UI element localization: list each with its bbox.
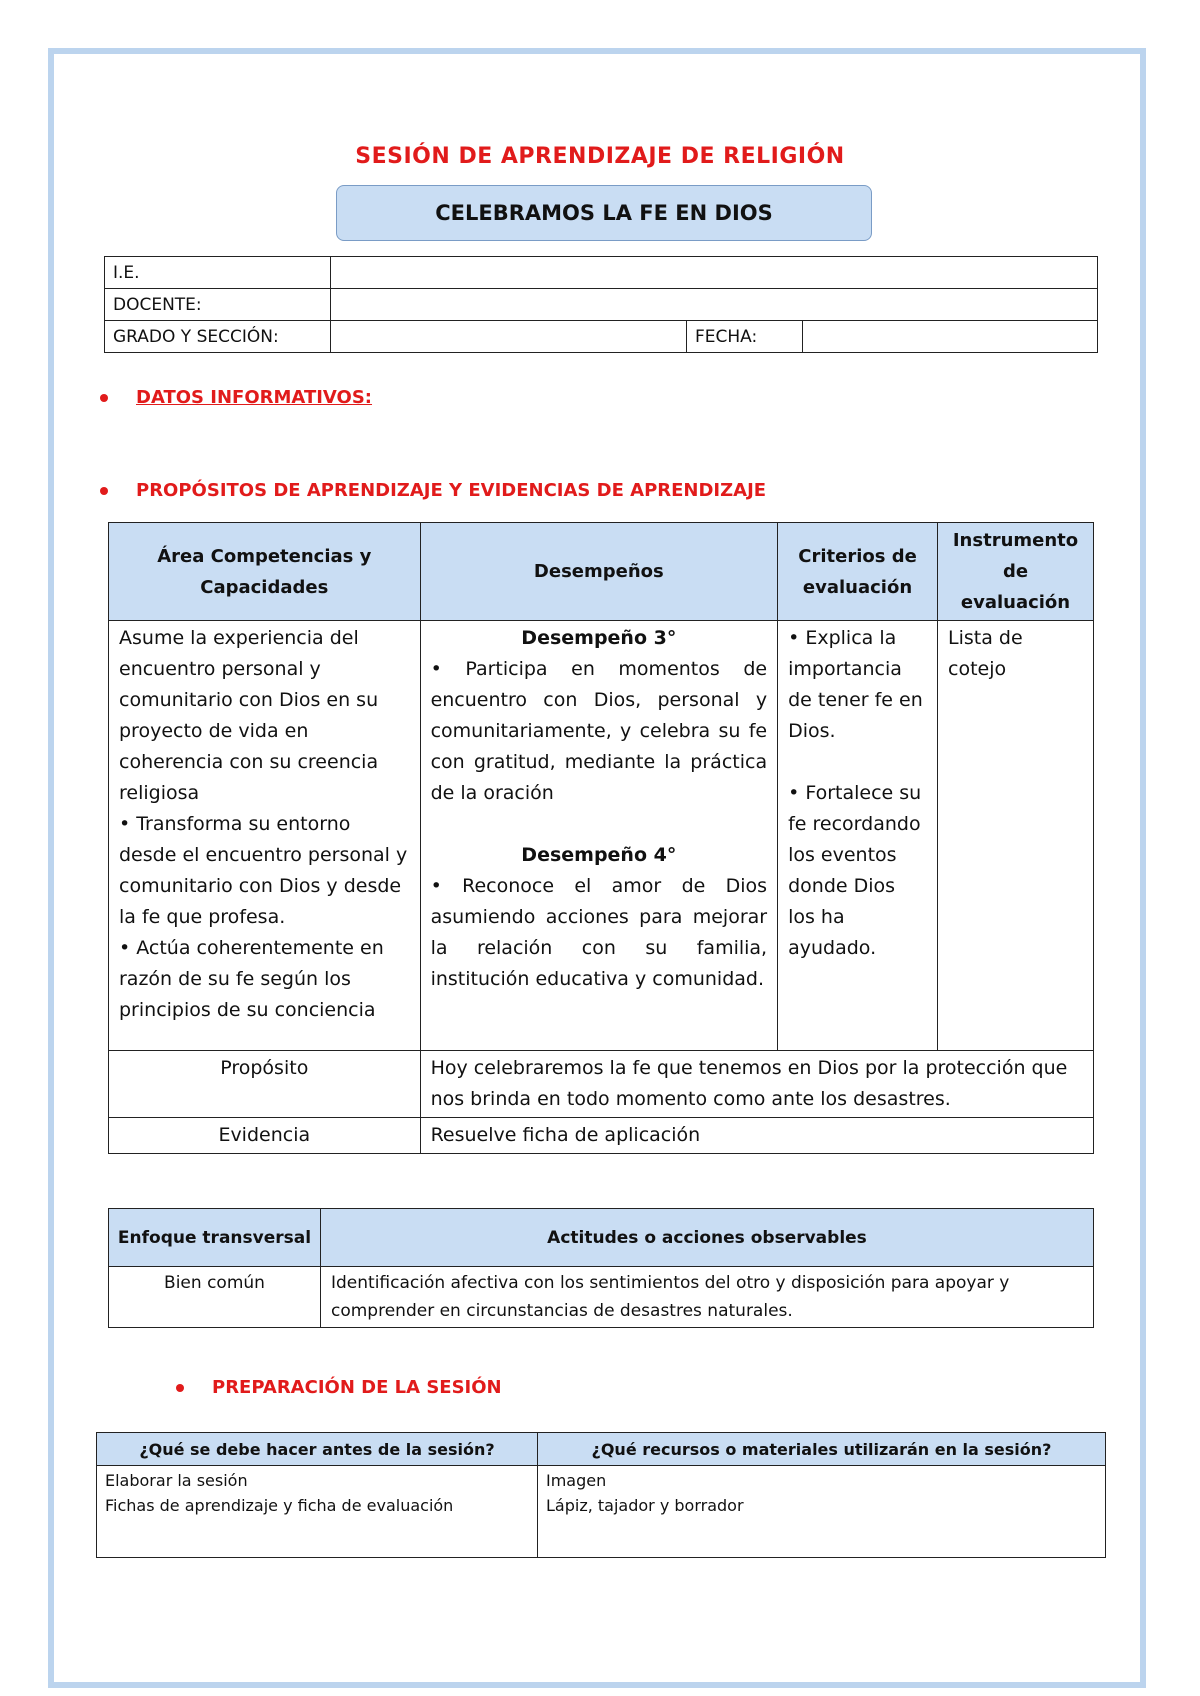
- criterios-cell: [778, 621, 938, 1051]
- section-propositos-label: PROPÓSITOS DE APRENDIZAJE Y EVIDENCIAS DE APRENDIZAJE: [136, 480, 767, 501]
- col-header-actitudes: Actitudes o acciones observables: [321, 1209, 1094, 1267]
- docente-field[interactable]: [331, 289, 1098, 321]
- desempeno-3-title: Desempeño 3°: [521, 627, 677, 649]
- ie-label: I.E.: [105, 257, 331, 289]
- bullet-icon: [100, 487, 108, 495]
- list-item: Elaborar la sesión: [105, 1471, 248, 1490]
- list-item: Lápiz, tajador y borrador: [546, 1496, 744, 1515]
- proposito-text: Hoy celebraremos la fe que tenemos en Dios por la protección que nos brinda en todo momento como ante los desastres.: [420, 1051, 1093, 1118]
- capacidad-item: • Actúa coherentemente en razón de su fe según los principios de su conciencia: [119, 937, 384, 1021]
- col-header-enfoque: Enfoque transversal: [109, 1209, 321, 1267]
- instrumento-cell: Lista de cotejo: [938, 621, 1094, 1051]
- document-title: SESIÓN DE APRENDIZAJE DE RELIGIÓN: [355, 144, 845, 169]
- recursos-cell: [538, 1466, 1106, 1558]
- session-subtitle: CELEBRAMOS LA FE EN DIOS: [336, 185, 872, 241]
- docente-label: DOCENTE:: [105, 289, 331, 321]
- section-preparacion: [176, 1377, 502, 1398]
- desempeno-4-title: Desempeño 4°: [521, 844, 677, 866]
- fecha-field[interactable]: [803, 321, 1098, 353]
- col-header-instrumento: Instrumento de evaluación: [938, 523, 1094, 621]
- col-header-recursos: ¿Qué recursos o materiales utilizarán en la sesión?: [538, 1433, 1106, 1466]
- evidencia-label: Evidencia: [109, 1118, 421, 1154]
- section-propositos: [100, 480, 766, 501]
- criterio-item: • Explica la importancia de tener fe en Dios.: [788, 627, 923, 742]
- bullet-icon: [100, 394, 108, 402]
- desempenos-cell: [420, 621, 778, 1051]
- antes-cell: [97, 1466, 538, 1558]
- table-header-row: [109, 1209, 1094, 1267]
- table-header-row: [109, 523, 1094, 621]
- list-item: Fichas de aprendizaje y ficha de evaluación: [105, 1496, 454, 1515]
- info-table: [104, 256, 1098, 353]
- table-row: [97, 1466, 1106, 1558]
- table-row: [109, 1267, 1094, 1328]
- grado-label: GRADO Y SECCIÓN:: [105, 321, 331, 353]
- col-header-antes: ¿Qué se debe hacer antes de la sesión?: [97, 1433, 538, 1466]
- grado-field[interactable]: [331, 321, 687, 353]
- fecha-label: FECHA:: [687, 321, 803, 353]
- desempeno-3-text: • Participa en momentos de encuentro con Dios, personal y comunitariamente, y celebra su fe con gratitud, mediante la práctica de la oración: [430, 658, 768, 804]
- propositos-table: [108, 522, 1094, 1154]
- list-item: Imagen: [546, 1471, 607, 1490]
- criterio-item: • Fortalece su fe recordando los eventos donde Dios los ha ayudado.: [788, 782, 922, 959]
- capacidad-item: • Transforma su entorno desde el encuentro personal y comunitario con Dios y desde la fe que profesa.: [119, 813, 408, 928]
- competencias-cell: [109, 621, 421, 1051]
- proposito-label: Propósito: [109, 1051, 421, 1118]
- table-row: [109, 1051, 1094, 1118]
- table-row: [109, 1118, 1094, 1154]
- col-header-desempenos: Desempeños: [420, 523, 778, 621]
- enfoque-value: Bien común: [109, 1267, 321, 1328]
- col-header-competencias: Área Competencias y Capacidades: [109, 523, 421, 621]
- table-row: [105, 289, 1098, 321]
- evidencia-text: Resuelve ficha de aplicación: [420, 1118, 1093, 1154]
- actitud-value: Identificación afectiva con los sentimientos del otro y disposición para apoyar y comprender en circunstancias de desastres naturales.: [321, 1267, 1094, 1328]
- section-datos: [100, 387, 372, 408]
- col-header-criterios: Criterios de evaluación: [778, 523, 938, 621]
- preparacion-table: [96, 1432, 1106, 1558]
- competencia-text: Asume la experiencia del encuentro personal y comunitario con Dios en su proyecto de vida en coherencia con su creencia religiosa: [119, 627, 379, 804]
- table-header-row: [97, 1433, 1106, 1466]
- ie-field[interactable]: [331, 257, 1098, 289]
- bullet-icon: [176, 1384, 184, 1392]
- section-preparacion-label: PREPARACIÓN DE LA SESIÓN: [212, 1377, 502, 1398]
- table-row: [105, 257, 1098, 289]
- enfoque-table: [108, 1208, 1094, 1328]
- section-datos-label: DATOS INFORMATIVOS:: [136, 387, 373, 408]
- desempeno-4-text: • Reconoce el amor de Dios asumiendo acciones para mejorar la relación con su familia, institución educativa y comunidad.: [430, 875, 768, 990]
- table-row: [105, 321, 1098, 353]
- table-row: [109, 621, 1094, 1051]
